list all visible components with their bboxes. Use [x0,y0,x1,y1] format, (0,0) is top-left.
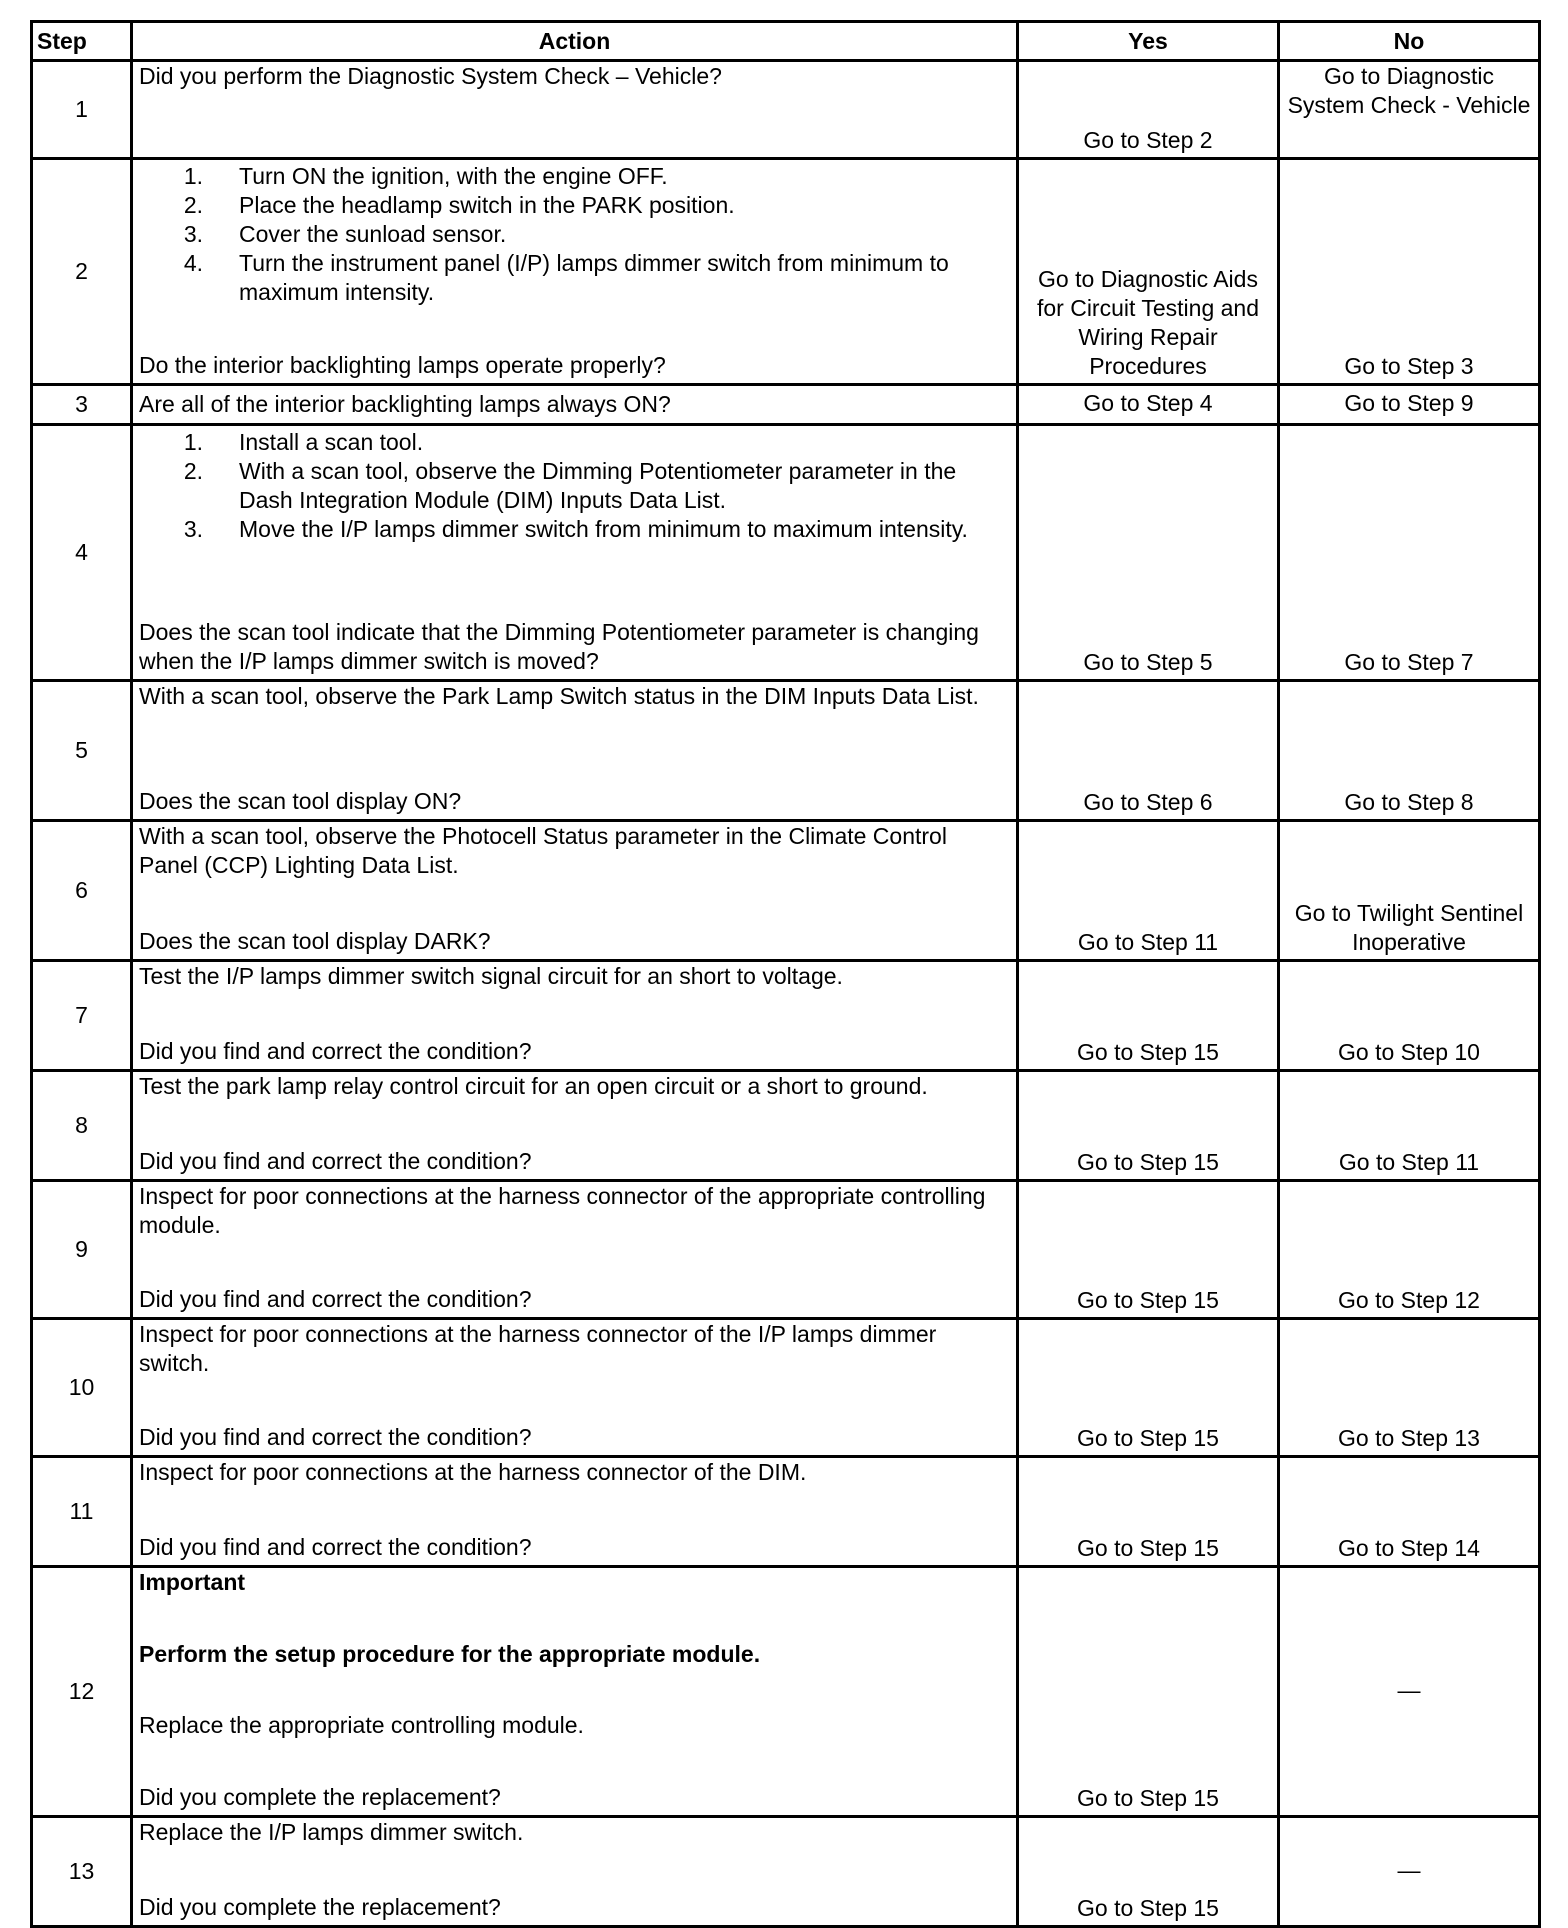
procedure-list [139,428,1012,544]
step-number: 2 [32,159,132,385]
table-row [32,1457,1540,1567]
yes-cell: Go to Diagnostic Aids for Circuit Testing and Wiring Repair Procedures [1018,159,1279,385]
no-cell: Go to Step 14 [1279,1457,1540,1567]
action-cell [132,1319,1018,1457]
action-instruction: Test the I/P lamps dimmer switch signal circuit for an short to voltage. [139,963,843,989]
action-question: Did you find and correct the condition? [139,1038,532,1064]
yes-cell: Go to Step 15 [1018,1817,1279,1927]
yes-cell: Go to Step 15 [1018,1457,1279,1567]
action-instruction: Inspect for poor connections at the harness connector of the I/P lamps dimmer switch. [139,1321,937,1376]
important-note: Perform the setup procedure for the appropriate module. [139,1640,761,1667]
yes-cell: Go to Step 15 [1018,1319,1279,1457]
action-cell [132,1071,1018,1181]
action-question: Did you find and correct the condition? [139,1424,532,1450]
table-row [32,1071,1540,1181]
important-heading: Important [139,1569,246,1595]
action-cell [132,1181,1018,1319]
action-question: Does the scan tool indicate that the Dimming Potentiometer parameter is changing when the I/P lamps dimmer switch is moved? [139,619,979,674]
no-cell: Go to Step 10 [1279,961,1540,1071]
list-item: 2. Place the headlamp switch in the PARK position. [183,192,735,218]
table-row [32,1567,1540,1817]
table-row [32,425,1540,681]
step-number: 12 [32,1567,132,1817]
action-cell [132,821,1018,961]
no-cell: Go to Step 3 [1279,159,1540,385]
list-item: 3. Move the I/P lamps dimmer switch from minimum to maximum intensity. [183,516,968,542]
action-question: Do the interior backlighting lamps operate properly? [139,352,666,378]
no-cell: Go to Step 9 [1279,385,1540,425]
action-question: Did you perform the Diagnostic System Check – Vehicle? [139,63,722,89]
action-instruction: Inspect for poor connections at the harness connector of the DIM. [139,1459,807,1485]
yes-cell: Go to Step 4 [1018,385,1279,425]
diagnostic-table [30,20,1541,1928]
table-row [32,385,1540,425]
action-cell [132,61,1018,159]
table-row [32,159,1540,385]
table-row [32,1181,1540,1319]
no-cell: Go to Step 11 [1279,1071,1540,1181]
action-cell [132,681,1018,821]
yes-cell: Go to Step 15 [1018,961,1279,1071]
action-instruction: With a scan tool, observe the Photocell Status parameter in the Climate Control Panel (CCP) Lighting Data List. [139,823,947,878]
header-row [32,22,1540,61]
action-question: Are all of the interior backlighting lamps always ON? [139,391,671,417]
header-no: No [1279,22,1540,61]
step-number: 9 [32,1181,132,1319]
list-item: 1. Turn ON the ignition, with the engine OFF. [183,163,668,189]
list-item: 1. Install a scan tool. [183,429,424,455]
table-row [32,821,1540,961]
yes-cell: Go to Step 15 [1018,1181,1279,1319]
yes-cell: Go to Step 15 [1018,1071,1279,1181]
action-cell [132,385,1018,425]
action-question: Did you find and correct the condition? [139,1534,532,1560]
action-instruction: Test the park lamp relay control circuit for an open circuit or a short to ground. [139,1073,928,1099]
table-row [32,1817,1540,1927]
header-yes: Yes [1018,22,1279,61]
action-cell [132,1457,1018,1567]
header-action: Action [132,22,1018,61]
no-cell: — [1279,1567,1540,1817]
yes-cell: Go to Step 15 [1018,1567,1279,1817]
step-number: 4 [32,425,132,681]
action-cell [132,1567,1018,1817]
step-number: 8 [32,1071,132,1181]
step-number: 5 [32,681,132,821]
action-instruction: Replace the I/P lamps dimmer switch. [139,1819,524,1845]
table-row [32,961,1540,1071]
no-cell: Go to Step 8 [1279,681,1540,821]
action-question: Does the scan tool display ON? [139,788,462,814]
no-cell: Go to Diagnostic System Check - Vehicle [1279,61,1540,159]
action-question: Did you find and correct the condition? [139,1148,532,1174]
step-number: 11 [32,1457,132,1567]
yes-cell: Go to Step 2 [1018,61,1279,159]
action-instruction: Inspect for poor connections at the harness connector of the appropriate controlling module. [139,1183,986,1238]
step-number: 1 [32,61,132,159]
step-number: 13 [32,1817,132,1927]
no-cell: Go to Twilight Sentinel Inoperative [1279,821,1540,961]
action-cell [132,1817,1018,1927]
no-cell: Go to Step 7 [1279,425,1540,681]
no-cell: Go to Step 13 [1279,1319,1540,1457]
no-cell: Go to Step 12 [1279,1181,1540,1319]
header-step: Step [32,22,132,61]
action-question: Did you complete the replacement? [139,1894,501,1920]
yes-cell: Go to Step 6 [1018,681,1279,821]
list-item: 3. Cover the sunload sensor. [183,221,507,247]
action-instruction: Replace the appropriate controlling module. [139,1712,584,1739]
step-number: 3 [32,385,132,425]
table-row [32,61,1540,159]
action-cell [132,159,1018,385]
action-cell [132,961,1018,1071]
table-row [32,681,1540,821]
yes-cell: Go to Step 11 [1018,821,1279,961]
action-instruction: With a scan tool, observe the Park Lamp Switch status in the DIM Inputs Data List. [139,683,979,709]
list-item: 2. With a scan tool, observe the Dimming Potentiometer parameter in the Dash Integration Module (DIM) Inputs Data List. [183,458,957,513]
yes-cell: Go to Step 5 [1018,425,1279,681]
procedure-list [139,162,1012,307]
list-item: 4. Turn the instrument panel (I/P) lamps dimmer switch from minimum to maximum intensity. [183,250,949,305]
action-question: Did you find and correct the condition? [139,1286,532,1312]
step-number: 10 [32,1319,132,1457]
action-question: Did you complete the replacement? [139,1783,501,1810]
action-cell [132,425,1018,681]
table-row [32,1319,1540,1457]
action-question: Does the scan tool display DARK? [139,928,491,954]
no-cell: — [1279,1817,1540,1927]
step-number: 7 [32,961,132,1071]
step-number: 6 [32,821,132,961]
